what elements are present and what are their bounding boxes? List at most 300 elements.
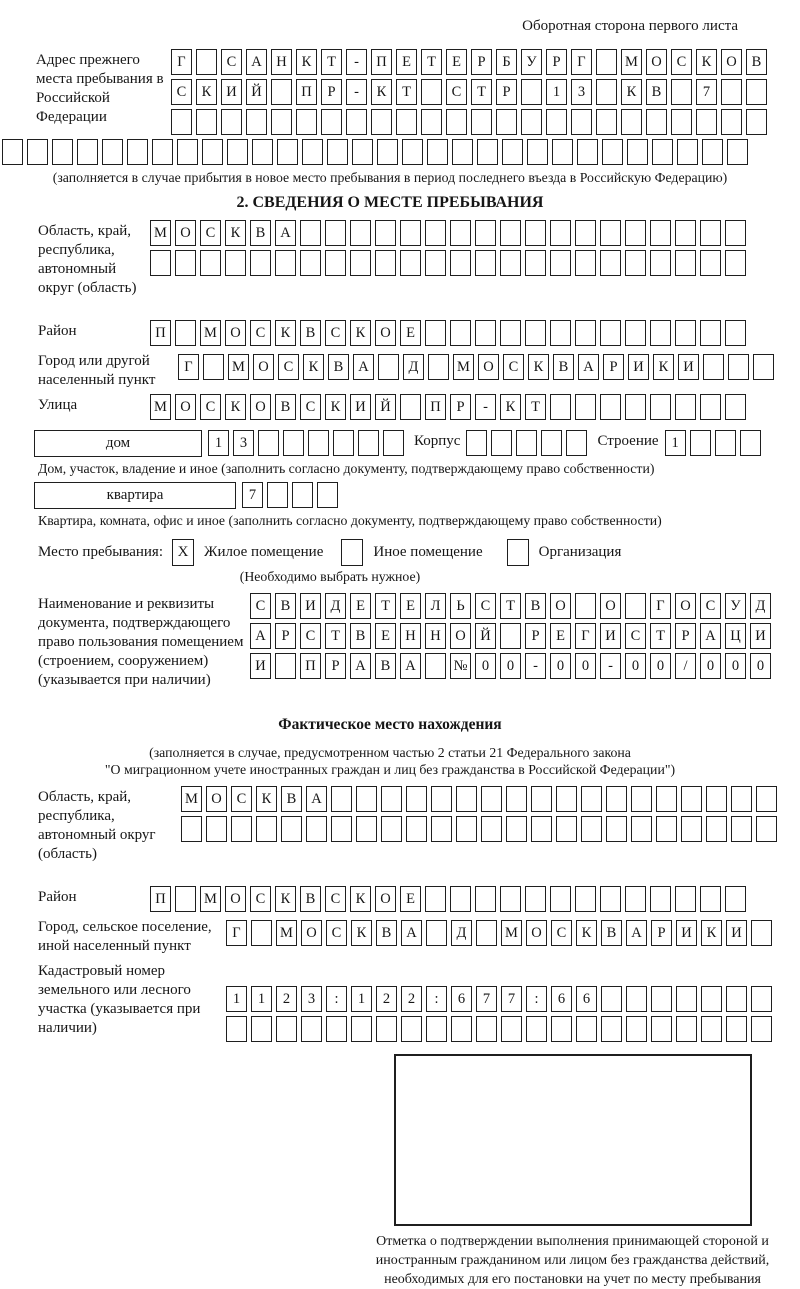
char-box[interactable] [596,49,617,75]
char-box[interactable] [127,139,148,165]
char-box[interactable] [475,220,496,246]
char-box[interactable] [425,220,446,246]
char-box[interactable]: С [326,920,347,946]
char-box[interactable] [331,816,352,842]
char-box[interactable]: И [726,920,747,946]
char-box[interactable] [325,220,346,246]
char-box[interactable] [500,220,521,246]
char-box[interactable]: Д [451,920,472,946]
char-box[interactable]: И [628,354,649,380]
char-box[interactable]: Е [446,49,467,75]
char-box[interactable]: А [700,623,721,649]
char-box[interactable]: Б [496,49,517,75]
char-box[interactable] [400,250,421,276]
char-box[interactable] [626,986,647,1012]
char-box[interactable] [400,394,421,420]
char-box[interactable] [200,250,221,276]
char-box[interactable] [450,250,471,276]
char-box[interactable] [550,886,571,912]
char-box[interactable] [378,354,399,380]
char-box[interactable]: № [450,653,471,679]
char-box[interactable]: Е [375,623,396,649]
char-box[interactable] [531,786,552,812]
char-box[interactable] [466,430,487,456]
char-box[interactable]: И [676,920,697,946]
char-box[interactable] [550,320,571,346]
char-box[interactable] [550,220,571,246]
char-box[interactable] [650,250,671,276]
char-box[interactable] [550,394,571,420]
char-box[interactable]: Т [525,394,546,420]
char-box[interactable] [277,139,298,165]
char-box[interactable] [675,250,696,276]
char-box[interactable]: - [475,394,496,420]
char-box[interactable] [631,816,652,842]
char-box[interactable] [626,1016,647,1042]
char-box[interactable] [296,109,317,135]
char-box[interactable]: С [250,593,271,619]
char-box[interactable]: 6 [576,986,597,1012]
char-box[interactable] [650,220,671,246]
char-box[interactable] [581,786,602,812]
char-box[interactable] [650,394,671,420]
char-box[interactable] [221,109,242,135]
char-box[interactable] [500,623,521,649]
char-box[interactable]: В [300,886,321,912]
char-box[interactable] [375,250,396,276]
char-box[interactable] [252,139,273,165]
char-box[interactable] [675,394,696,420]
char-box[interactable] [450,886,471,912]
char-box[interactable]: А [578,354,599,380]
char-box[interactable]: 0 [475,653,496,679]
char-box[interactable] [576,1016,597,1042]
char-box[interactable]: Г [571,49,592,75]
char-box[interactable]: К [325,394,346,420]
char-box[interactable]: Т [421,49,442,75]
char-box[interactable] [317,482,338,508]
char-box[interactable]: О [206,786,227,812]
char-box[interactable]: П [296,79,317,105]
char-box[interactable]: М [150,220,171,246]
char-box[interactable] [625,320,646,346]
char-box[interactable] [267,482,288,508]
char-box[interactable]: 0 [750,653,771,679]
char-box[interactable] [396,109,417,135]
char-box[interactable]: С [671,49,692,75]
char-box[interactable]: К [371,79,392,105]
char-box[interactable] [375,220,396,246]
char-box[interactable]: В [328,354,349,380]
char-box[interactable] [425,320,446,346]
char-box[interactable]: А [626,920,647,946]
char-box[interactable]: Е [550,623,571,649]
char-box[interactable]: Г [575,623,596,649]
char-box[interactable] [600,250,621,276]
char-box[interactable] [625,220,646,246]
char-box[interactable]: К [653,354,674,380]
char-box[interactable]: К [225,220,246,246]
char-box[interactable] [377,139,398,165]
char-box[interactable]: П [425,394,446,420]
char-box[interactable] [371,109,392,135]
char-box[interactable] [350,250,371,276]
char-box[interactable] [521,109,542,135]
char-box[interactable]: А [350,653,371,679]
char-box[interactable]: 0 [725,653,746,679]
char-box[interactable]: М [453,354,474,380]
char-box[interactable] [326,1016,347,1042]
char-box[interactable]: - [346,49,367,75]
char-box[interactable] [351,1016,372,1042]
char-box[interactable]: Т [471,79,492,105]
char-box[interactable] [102,139,123,165]
char-box[interactable]: Г [171,49,192,75]
char-box[interactable]: О [675,593,696,619]
char-box[interactable] [550,250,571,276]
char-box[interactable] [471,109,492,135]
char-box[interactable] [715,430,736,456]
char-box[interactable]: А [400,653,421,679]
char-box[interactable] [150,250,171,276]
char-box[interactable]: 0 [575,653,596,679]
char-box[interactable] [671,79,692,105]
char-box[interactable]: В [375,653,396,679]
char-box[interactable]: О [526,920,547,946]
char-box[interactable]: К [256,786,277,812]
char-box[interactable]: 2 [401,986,422,1012]
char-box[interactable]: Т [650,623,671,649]
char-box[interactable] [446,109,467,135]
char-box[interactable]: Р [496,79,517,105]
char-box[interactable] [525,886,546,912]
char-box[interactable]: О [478,354,499,380]
char-box[interactable] [175,250,196,276]
char-box[interactable]: С [300,394,321,420]
char-box[interactable] [181,816,202,842]
char-box[interactable] [700,394,721,420]
char-box[interactable] [728,354,749,380]
char-box[interactable] [496,109,517,135]
char-box[interactable] [551,1016,572,1042]
char-box[interactable] [500,320,521,346]
char-box[interactable] [525,250,546,276]
char-box[interactable] [756,786,777,812]
char-box[interactable]: О [175,220,196,246]
char-box[interactable] [706,786,727,812]
char-box[interactable] [675,220,696,246]
char-box[interactable]: К [275,320,296,346]
char-box[interactable]: 1 [208,430,229,456]
char-box[interactable]: В [525,593,546,619]
char-box[interactable] [575,250,596,276]
char-box[interactable]: С [325,320,346,346]
char-box[interactable]: С [446,79,467,105]
char-box[interactable]: К [696,49,717,75]
char-box[interactable]: 7 [476,986,497,1012]
char-box[interactable] [331,786,352,812]
char-box[interactable]: 1 [251,986,272,1012]
char-box[interactable] [726,986,747,1012]
char-box[interactable] [753,354,774,380]
char-box[interactable]: С [325,886,346,912]
char-box[interactable]: А [306,786,327,812]
char-box[interactable]: Е [400,886,421,912]
char-box[interactable]: С [231,786,252,812]
char-box[interactable]: О [721,49,742,75]
kvartira-type-box[interactable]: квартира [34,482,236,509]
char-box[interactable] [521,79,542,105]
char-box[interactable]: Ц [725,623,746,649]
char-box[interactable] [650,886,671,912]
char-box[interactable] [601,1016,622,1042]
char-box[interactable] [477,139,498,165]
char-box[interactable]: 0 [650,653,671,679]
char-box[interactable] [600,886,621,912]
char-box[interactable]: К [275,886,296,912]
char-box[interactable] [77,139,98,165]
char-box[interactable]: Д [750,593,771,619]
char-box[interactable] [602,139,623,165]
char-box[interactable]: Г [650,593,671,619]
char-box[interactable] [475,886,496,912]
char-box[interactable] [301,1016,322,1042]
char-box[interactable] [681,816,702,842]
char-box[interactable]: 3 [233,430,254,456]
char-box[interactable] [406,816,427,842]
char-box[interactable]: О [175,394,196,420]
char-box[interactable]: К [303,354,324,380]
char-box[interactable] [346,109,367,135]
char-box[interactable] [740,430,761,456]
char-box[interactable] [577,139,598,165]
char-box[interactable] [756,816,777,842]
char-box[interactable] [677,139,698,165]
char-box[interactable] [566,430,587,456]
char-box[interactable]: Р [651,920,672,946]
char-box[interactable]: К [351,920,372,946]
char-box[interactable]: П [300,653,321,679]
char-box[interactable] [2,139,23,165]
char-box[interactable] [231,816,252,842]
char-box[interactable] [601,986,622,1012]
char-box[interactable]: С [300,623,321,649]
char-box[interactable] [501,1016,522,1042]
char-box[interactable] [600,320,621,346]
char-box[interactable] [175,886,196,912]
char-box[interactable] [526,1016,547,1042]
char-box[interactable] [271,109,292,135]
char-box[interactable] [546,109,567,135]
char-box[interactable] [383,430,404,456]
char-box[interactable]: Т [375,593,396,619]
char-box[interactable] [251,1016,272,1042]
char-box[interactable]: М [501,920,522,946]
checkbox-inoe-pomeshchenie[interactable] [341,539,363,566]
char-box[interactable] [302,139,323,165]
char-box[interactable] [352,139,373,165]
char-box[interactable]: М [150,394,171,420]
char-box[interactable] [271,79,292,105]
char-box[interactable] [631,786,652,812]
char-box[interactable]: О [375,886,396,912]
char-box[interactable] [646,109,667,135]
char-box[interactable]: В [250,220,271,246]
char-box[interactable] [675,320,696,346]
char-box[interactable] [406,786,427,812]
char-box[interactable]: М [200,886,221,912]
char-box[interactable]: В [281,786,302,812]
char-box[interactable]: И [221,79,242,105]
char-box[interactable]: О [646,49,667,75]
char-box[interactable] [177,139,198,165]
char-box[interactable] [421,109,442,135]
char-box[interactable]: Р [675,623,696,649]
char-box[interactable] [702,139,723,165]
char-box[interactable] [681,786,702,812]
char-box[interactable]: - [525,653,546,679]
char-box[interactable] [541,430,562,456]
char-box[interactable] [475,250,496,276]
char-box[interactable] [402,139,423,165]
char-box[interactable]: Ь [450,593,471,619]
char-box[interactable]: В [350,623,371,649]
char-box[interactable] [731,816,752,842]
char-box[interactable] [701,986,722,1012]
char-box[interactable] [27,139,48,165]
char-box[interactable] [552,139,573,165]
char-box[interactable]: О [550,593,571,619]
char-box[interactable] [525,220,546,246]
char-box[interactable] [358,430,379,456]
char-box[interactable]: А [353,354,374,380]
char-box[interactable]: Г [178,354,199,380]
char-box[interactable] [701,1016,722,1042]
char-box[interactable]: К [701,920,722,946]
char-box[interactable] [175,320,196,346]
char-box[interactable] [731,786,752,812]
char-box[interactable] [227,139,248,165]
char-box[interactable]: 7 [696,79,717,105]
char-box[interactable] [703,354,724,380]
char-box[interactable] [651,986,672,1012]
char-box[interactable] [476,1016,497,1042]
char-box[interactable] [725,220,746,246]
char-box[interactable] [400,220,421,246]
char-box[interactable] [196,109,217,135]
char-box[interactable] [425,250,446,276]
char-box[interactable]: Й [475,623,496,649]
char-box[interactable]: О [225,320,246,346]
char-box[interactable]: И [600,623,621,649]
char-box[interactable]: / [675,653,696,679]
char-box[interactable] [450,220,471,246]
char-box[interactable]: С [278,354,299,380]
char-box[interactable] [625,394,646,420]
char-box[interactable] [381,816,402,842]
char-box[interactable] [426,1016,447,1042]
char-box[interactable] [721,79,742,105]
char-box[interactable] [327,139,348,165]
char-box[interactable]: 2 [376,986,397,1012]
char-box[interactable] [381,786,402,812]
char-box[interactable] [675,886,696,912]
char-box[interactable]: В [601,920,622,946]
char-box[interactable] [426,920,447,946]
char-box[interactable]: Д [325,593,346,619]
char-box[interactable] [751,1016,772,1042]
char-box[interactable]: В [646,79,667,105]
char-box[interactable]: В [553,354,574,380]
char-box[interactable] [575,593,596,619]
char-box[interactable] [481,786,502,812]
char-box[interactable] [556,786,577,812]
char-box[interactable] [456,786,477,812]
char-box[interactable]: И [350,394,371,420]
char-box[interactable]: О [225,886,246,912]
char-box[interactable] [725,250,746,276]
char-box[interactable]: А [250,623,271,649]
char-box[interactable] [456,816,477,842]
char-box[interactable]: Р [275,623,296,649]
char-box[interactable]: 7 [242,482,263,508]
char-box[interactable]: М [228,354,249,380]
char-box[interactable] [596,109,617,135]
char-box[interactable]: А [246,49,267,75]
char-box[interactable] [196,49,217,75]
char-box[interactable] [500,250,521,276]
char-box[interactable] [651,1016,672,1042]
char-box[interactable]: М [200,320,221,346]
char-box[interactable]: 1 [665,430,686,456]
char-box[interactable]: Р [325,653,346,679]
char-box[interactable] [431,786,452,812]
char-box[interactable] [491,430,512,456]
char-box[interactable] [325,250,346,276]
char-box[interactable]: К [500,394,521,420]
char-box[interactable]: С [625,623,646,649]
char-box[interactable]: 3 [301,986,322,1012]
char-box[interactable] [696,109,717,135]
char-box[interactable] [203,354,224,380]
char-box[interactable] [476,920,497,946]
char-box[interactable]: М [276,920,297,946]
char-box[interactable] [581,816,602,842]
char-box[interactable]: О [450,623,471,649]
char-box[interactable]: С [700,593,721,619]
char-box[interactable]: К [528,354,549,380]
char-box[interactable]: В [275,394,296,420]
char-box[interactable]: Р [546,49,567,75]
char-box[interactable] [475,320,496,346]
char-box[interactable] [625,250,646,276]
char-box[interactable] [425,653,446,679]
char-box[interactable] [700,250,721,276]
char-box[interactable] [258,430,279,456]
char-box[interactable]: К [621,79,642,105]
char-box[interactable] [275,653,296,679]
checkbox-organizatsiya[interactable] [507,539,529,566]
char-box[interactable] [281,816,302,842]
char-box[interactable]: П [150,320,171,346]
char-box[interactable]: С [250,886,271,912]
char-box[interactable]: С [250,320,271,346]
char-box[interactable]: 7 [501,986,522,1012]
char-box[interactable] [308,430,329,456]
char-box[interactable] [431,816,452,842]
char-box[interactable]: В [376,920,397,946]
char-box[interactable]: И [750,623,771,649]
